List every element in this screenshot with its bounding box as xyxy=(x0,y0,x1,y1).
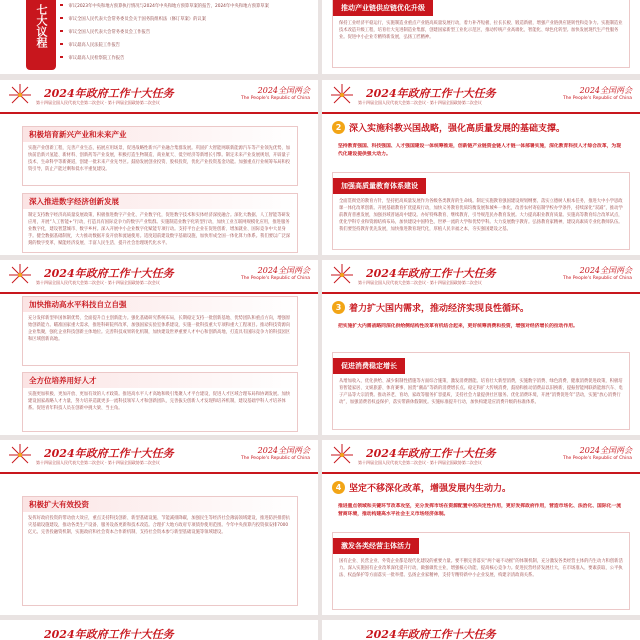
slide-header xyxy=(0,260,318,294)
section-heading: 激发各类经营主体活力 xyxy=(333,538,419,554)
header-subtitle: 第十四届全国人民代表大会第二次会议 · 第十四届全国政协第二次会议 xyxy=(36,100,160,105)
section-heading: 推动产业链供应链优化升级 xyxy=(333,0,433,16)
slide-header xyxy=(322,440,640,474)
agenda-item: 审议最高人民法院工作报告 xyxy=(60,42,120,48)
slide-bottom-left xyxy=(0,620,318,640)
header-title: 2024年政府工作十大任务 xyxy=(44,267,174,280)
task-number: 3 xyxy=(332,301,345,314)
task-heading: 2 深入实施科教兴国战略，强化高质量发展的基础支撑。 xyxy=(332,120,630,138)
header-title: 2024年政府工作十大任务 xyxy=(366,447,496,460)
box-talent xyxy=(22,372,298,432)
box-digital-economy xyxy=(22,193,298,253)
slide-investment xyxy=(0,440,318,615)
brand: 2024全国两会 The People's Republic of China xyxy=(240,86,310,101)
task-intro: 把实施扩大内需战略同深化供给侧结构性改革有机结合起来，更好统筹消费和投资，增强对经济增长的拉动作用。 xyxy=(338,324,578,329)
header-subtitle: 第十四届全国人民代表大会第二次会议 · 第十四届全国政协第二次会议 xyxy=(358,280,482,285)
section-consumption xyxy=(332,352,630,430)
header-subtitle: 第十四届全国人民代表大会第二次会议 · 第十四届全国政协第二次会议 xyxy=(358,460,482,465)
task-intro: 坚持教育强国、科技强国、人才强国建设一体统筹推进，创新链产业链资金链人才链一体部署实施，深化教育科技人才综合改革，为现代化建设提供强大动力。 xyxy=(338,144,622,157)
section-market-entities xyxy=(332,532,630,610)
header-title: 2024年政府工作十大任务 xyxy=(366,267,496,280)
box-heading: 深入推进数字经济创新发展 xyxy=(23,194,297,209)
header-subtitle: 第十四届全国人民代表大会第二次会议 · 第十四届全国政协第二次会议 xyxy=(36,280,160,285)
task-heading: 4 坚定不移深化改革，增强发展内生动力。 xyxy=(332,480,630,498)
section-heading: 促进消费稳定增长 xyxy=(333,358,405,374)
box-text: 制定支持数字经济高质量发展政策，积极推进数字产业化、产业数字化，促进数字技术和实体经济深度融合。深化大数据、人工智能等研发应用，开展“人工智能+”行动，打造具有国际竞争力的数字产业集群。实施制造业数字化转型行动，加快工业互联网规模化应用，推进服务业数字化，建设智慧城市、数字乡村。深入开展中小企业数字化赋能专项行动。支持平台企业在促进创新、增加就业、国际竞争中大显身手。健全数据基础制度，大力推动数据开发开放和流通使用。适度超前建设数字基础设施，加快形成全国一体化算力体系。我们要以广泛深刻的数字变革，赋能经济发展、丰富人民生活、提升社会治理现代化水平。 xyxy=(28,213,291,246)
slide-emerging-industries xyxy=(0,80,318,255)
box-heading: 积极培育新兴产业和未来产业 xyxy=(23,127,297,142)
task-intro: 推进重点领域和关键环节改革攻坚，充分发挥市场在资源配置中的决定性作用，更好发挥政府作用，营造市场化、法治化、国际化一流营商环境，推动构建高水平社会主义市场经济体制。 xyxy=(338,504,622,517)
box-heading: 加快推动高水平科技自立自强 xyxy=(23,297,297,312)
slide-science-talent xyxy=(0,260,318,435)
section-text: 从增加收入、优化供给、减少限制性措施等方面综合施策，激发消费潜能。培育壮大新型消费，实施数字消费、绿色消费、健康消费促进政策，积极培育智能家居、文娱旅游、体育赛事、国货“潮品”等新的消费增长点。稳定和扩大传统消费，鼓励和推动消费品以旧换新，提振智能网联新能源汽车、电子产品等大宗消费。推动养老、育幼、家政等服务扩容提质，支持社会力量提供社区服务。优化消费环境，开展“消费促进年”活动，实施“放心消费行动”，加强消费者权益保护，落实带薪休假制度。实施标准提升行动，加快构建适应消费升级的标准体系。 xyxy=(339,379,623,405)
slide-header xyxy=(0,440,318,474)
box-heading: 全方位培养用好人才 xyxy=(23,373,297,388)
box-science-selfreliance xyxy=(22,296,298,366)
box-heading: 积极扩大有效投资 xyxy=(23,497,297,512)
header-title: 2024年政府工作十大任务 xyxy=(44,447,174,460)
box-investment xyxy=(22,496,298,606)
agenda-item: 审议全国人民代表大会常务委员会关于国务院组织法（修订草案）的议案 xyxy=(60,16,206,22)
brand: 2024全国两会 The People's Republic of China xyxy=(240,266,310,281)
agenda-tab: 七大议程 xyxy=(26,0,56,70)
slide-agenda xyxy=(0,0,318,74)
header-subtitle: 第十四届全国人民代表大会第二次会议 · 第十四届全国政协第二次会议 xyxy=(36,460,160,465)
brand: 2024全国两会 The People's Republic of China xyxy=(562,86,632,101)
task-number: 4 xyxy=(332,481,345,494)
box-emerging-industries xyxy=(22,126,298,186)
header-title: 2024年政府工作十大任务 xyxy=(366,628,496,640)
section-heading: 加强高质量教育体系建设 xyxy=(333,178,426,194)
slide-header xyxy=(322,260,640,294)
slide-header xyxy=(322,80,640,114)
agenda-item: 审议最高人民检察院工作报告 xyxy=(60,55,124,61)
agenda-item: 审议全国人民代表大会常务委员会工作报告 xyxy=(60,29,150,35)
section-text: 保持工业经济平稳运行，实施制造业重点产业链高质量发展行动，着力补齐短板、拉长长板、锻造新板，增强产业链供应链韧性和竞争力。实施制造业技术改造升级工程，培育壮大先进制造业集群，创建国家新型工业化示范区，推动传统产业高端化、智能化、绿色化转型。加快发展现代生产性服务业。促进中小企业专精特新发展，弘扬工匠精神。 xyxy=(339,21,623,40)
task-heading: 3 着力扩大国内需求，推动经济实现良性循环。 xyxy=(332,300,630,318)
box-text: 发挥好政府投资的带动放大效应，重点支持科技创新、新型基础设施、节能减排降碳，加强民生等经济社会薄弱领域建设，推进防洪排涝抗灾基础设施建设，推动各类生产设备、服务设备更新和技术改造。合理扩大地方政府专项债券使用范围。今年中央预算内投资拟安排7000亿元。完善投融资机制，实施政府和社会资本合作新机制，支持社会资本参与新型基础设施等领域建设。 xyxy=(28,516,291,535)
box-text: 实施更加积极、更加开放、更加有效的人才政策。推进高水平人才高地和吸引集聚人才平台建设，促进人才区域合理布局和协调发展。加快建设国家战略人才力量，努力培养造就更多一流科技领军人才和创新团队，完善拔尖创新人才发现和培养机制，建设基础学科人才培养体系。促进青年科技人员在创新中挑大梁、当主角。 xyxy=(28,392,291,411)
box-text: 充分发挥新型举国体制优势，全面提升自主创新能力。强化基础研究系统布局，长期稳定支持一批创新基地、优势团队和重点方向，增强原始创新能力。瞄准国家重大需求，推进科研院所改革，加强国家实验室体系建设，实施一批科技重大专项和重大工程项目。推动科技资源向企业集聚，强化企业科技创新主体地位。完善科技成果转化机制，加快建设世界重要人才中心和创新高地，打造具有国际竞争力的科技园区和区域创新高地。 xyxy=(28,316,291,342)
task-number: 2 xyxy=(332,121,345,134)
section-text: 全面贯彻党的教育方针，坚持把高质量发展作为各级各类教育的生命线。制定实施教育强国建设规划纲要。落实立德树人根本任务，推进大中小学思政课一体化改革创新。开展基础教育扩优提质行动，加快义务教育优质均衡发展和城乡一体化，改善农村寄宿制学校办学条件，持续深化“双减”，推动学前教育普惠发展，加强县域普通高中建设。办好特殊教育、继续教育，引导规范民办教育发展。大力提高职业教育质量。实施高等教育综合改革试点，优化学科专业和资源结构布局，加快建设中国特色、世界一流的大学和优势学科。大力发展数字教育。弘扬教育家精神，建设高素质专业化教师队伍。我们要坚持教育优先发展，加快推进教育现代化，厚植人民幸福之本，夯实强国建设之基。 xyxy=(339,199,623,232)
slide-supply-chain xyxy=(322,0,640,74)
slide-task-3 xyxy=(322,260,640,435)
slide-task-4 xyxy=(322,440,640,615)
header-title: 2024年政府工作十大任务 xyxy=(44,628,174,640)
agenda-item: 审议2023年中央和地方预算执行情况与2024年中央和地方预算草案的报告，2024年中央和地方预算草案 xyxy=(60,3,269,9)
section-education xyxy=(332,172,630,250)
slide-bottom-right xyxy=(322,620,640,640)
brand: 2024全国两会 The People's Republic of China xyxy=(562,266,632,281)
section-text: 国有企业、民营企业、外资企业都是现代化建设的重要力量。要不断完善落实“两个毫不动摇”的体制机制，充分激发各类经营主体的内生动力和创新活力。深入实施国有企业改革深化提升行动，做强做优主业，增强核心功能、提高核心竞争力。促进民营经济发展壮大，在市场准入、要素获取、公平执法、权益保护等方面落实一批举措。弘扬企业家精神，支持专精特新中小企业发展，构建亲清政商关系。 xyxy=(339,559,623,578)
brand: 2024全国两会 The People's Republic of China xyxy=(240,446,310,461)
slide-task-2 xyxy=(322,80,640,255)
box-text: 实施产业创新工程，完善产业生态，拓展应用场景，促进战略性新兴产业融合集群发展。巩固扩大智能网联新能源汽车等产业领先优势，加快前沿新兴氢能、新材料、创新药等产业发展，积极打造生物制造、商业航天、低空经济等新增长引擎。制定未来产业发展规划，开辟量子技术、生命科学等新赛道，创建一批未来产业先导区。鼓励发展创业投资、股权投资，优化产业投资基金功能。加强重点行业统筹布局和投资引导，防止产能过剩和低水平重复建设。 xyxy=(28,146,291,172)
header-title: 2024年政府工作十大任务 xyxy=(366,87,496,100)
slide-header xyxy=(0,80,318,114)
header-subtitle: 第十四届全国人民代表大会第二次会议 · 第十四届全国政协第二次会议 xyxy=(358,100,482,105)
supply-chain-section xyxy=(332,0,630,68)
brand: 2024全国两会 The People's Republic of China xyxy=(562,446,632,461)
header-title: 2024年政府工作十大任务 xyxy=(44,87,174,100)
